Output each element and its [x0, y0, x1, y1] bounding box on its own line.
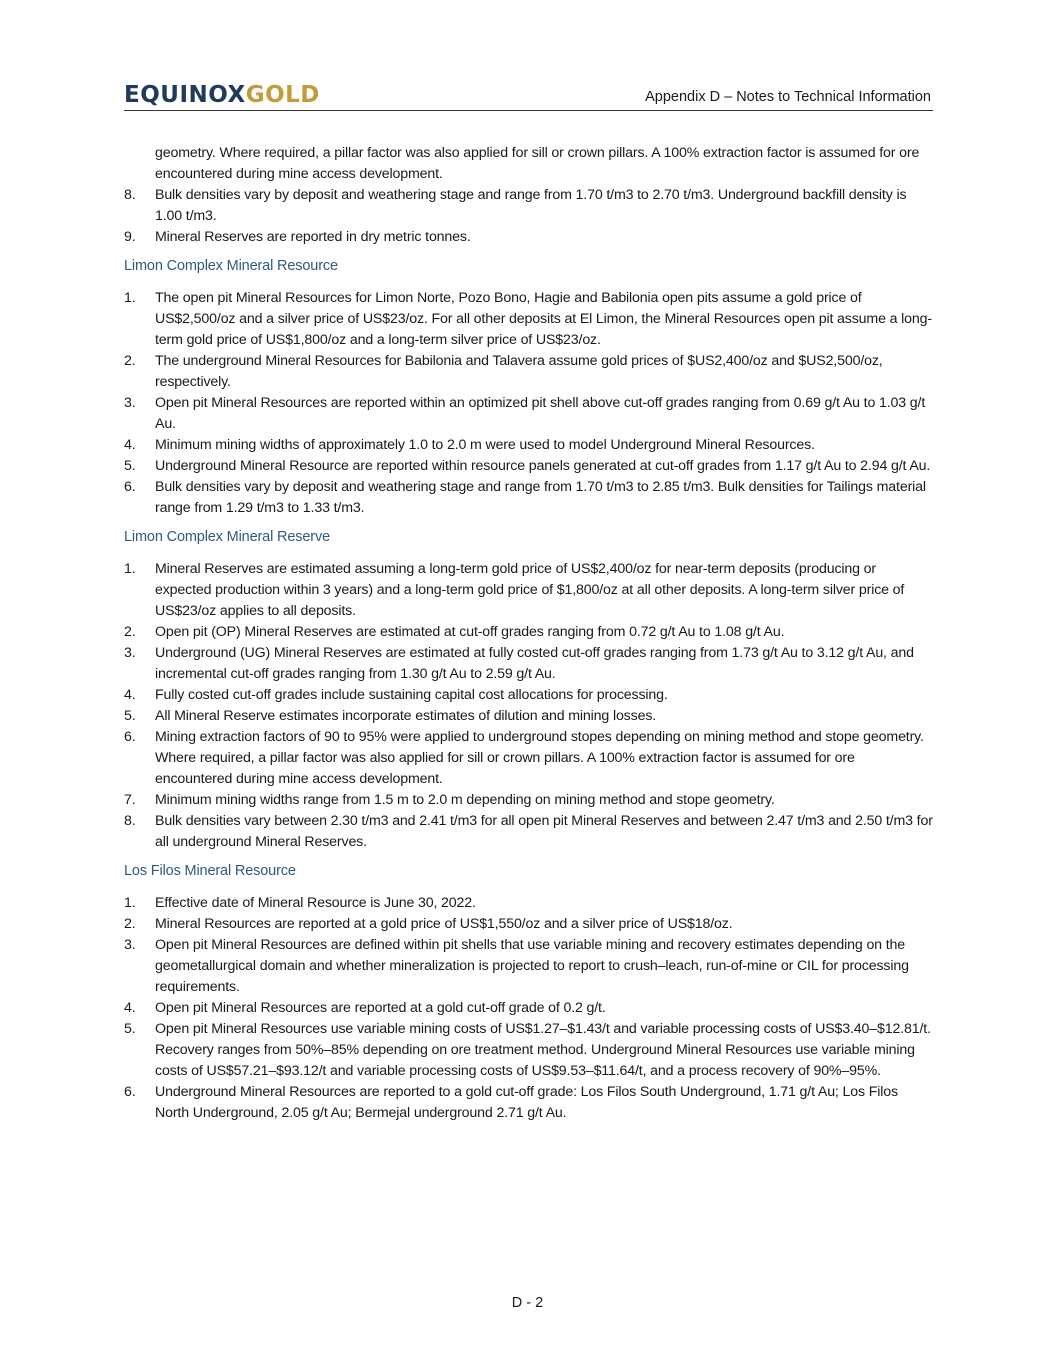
list-number: 6.	[124, 479, 136, 495]
list-item	[124, 685, 934, 706]
list-item	[124, 1082, 934, 1124]
list-text: All Mineral Reserve estimates incorporate estimates of dilution and mining losses.	[155, 708, 657, 724]
list-item	[124, 706, 934, 727]
list-item	[124, 811, 934, 853]
list-number: 1.	[124, 290, 136, 306]
list-item	[124, 935, 934, 998]
logo-text-gold: GOLD	[245, 82, 320, 108]
list-text: Mineral Reserves are reported in dry metric tonnes.	[155, 229, 471, 245]
list-number: 4.	[124, 687, 136, 703]
list-text: Bulk densities vary by deposit and weathering stage and range from 1.70 t/m3 to 2.85 t/m3. Bulk densities for Tailings material range from 1.29 t/m3 to 1.33 t/m3.	[155, 479, 926, 516]
list-text: Bulk densities vary between 2.30 t/m3 and 2.41 t/m3 for all open pit Mineral Reserves and between 2.47 t/m3 and 2.50 t/m3 for all underground Mineral Reserves.	[155, 813, 933, 850]
list-text: Open pit Mineral Resources are reported at a gold cut-off grade of 0.2 g/t.	[155, 1000, 606, 1016]
list-number: 3.	[124, 395, 136, 411]
list-text: Minimum mining widths range from 1.5 m to 2.0 m depending on mining method and stope geometry.	[155, 792, 775, 808]
list-number: 1.	[124, 895, 136, 911]
list-number: 7.	[124, 792, 136, 808]
list-number: 9.	[124, 229, 136, 245]
header-title: Appendix D – Notes to Technical Information	[645, 89, 931, 105]
list-text: Open pit Mineral Resources are defined within pit shells that use variable mining and recovery estimates depending on the geometallurgical domain and whether mineralization is projected to report to crush–leach, run-of-mine or CIL for processing requirements.	[155, 937, 909, 995]
list-number: 2.	[124, 624, 136, 640]
list-item	[124, 143, 934, 185]
list-item	[124, 456, 934, 477]
list-number: 3.	[124, 937, 136, 953]
list-text: Underground Mineral Resource are reported within resource panels generated at cut-off grades from 1.17 g/t Au to 2.94 g/t Au.	[155, 458, 931, 474]
list-number	[124, 143, 155, 185]
section-heading: Limon Complex Mineral Reserve	[124, 529, 330, 545]
list-number: 4.	[124, 1000, 136, 1016]
list-item	[124, 393, 934, 435]
list-item	[124, 622, 934, 643]
list-item	[124, 435, 934, 456]
list-number: 5.	[124, 458, 136, 474]
list-text: Mineral Resources are reported at a gold price of US$1,550/oz and a silver price of US$18/oz.	[155, 916, 733, 932]
list-text: geometry. Where required, a pillar factor was also applied for sill or crown pillars. A 100% extraction factor is assumed for ore encountered during mine access development.	[155, 145, 920, 182]
list-text: Open pit (OP) Mineral Reserves are estimated at cut-off grades ranging from 0.72 g/t Au to 1.08 g/t Au.	[155, 624, 785, 640]
list-number: 6.	[124, 1084, 136, 1100]
list-text: Fully costed cut-off grades include sustaining capital cost allocations for processing.	[155, 687, 668, 703]
list-text: The underground Mineral Resources for Babilonia and Talavera assume gold prices of $US2,400/oz and $US2,500/oz, respectively.	[155, 353, 883, 390]
page-number: D - 2	[511, 1295, 544, 1311]
list-item	[124, 185, 934, 227]
list-item	[124, 351, 934, 393]
list-item	[124, 914, 934, 935]
list-item	[124, 559, 934, 622]
list-text: Underground (UG) Mineral Reserves are estimated at fully costed cut-off grades ranging from 1.73 g/t Au to 3.12 g/t Au, and incremental cut-off grades ranging from 1.30 g/t Au to 2.59 g/t Au.	[155, 645, 914, 682]
list-text: Effective date of Mineral Resource is June 30, 2022.	[155, 895, 476, 911]
notes-section	[124, 256, 934, 519]
list-number: 2.	[124, 916, 136, 932]
notes-section	[124, 143, 934, 248]
list-text: Minimum mining widths of approximately 1.0 to 2.0 m were used to model Underground Mineral Resources.	[155, 437, 815, 453]
list-number: 6.	[124, 729, 136, 745]
list-text: Open pit Mineral Resources are reported within an optimized pit shell above cut-off grades ranging from 0.69 g/t Au to 1.03 g/t Au.	[155, 395, 926, 432]
list-item	[124, 998, 934, 1019]
equinox-gold-logo	[124, 82, 320, 108]
list-item	[124, 288, 934, 351]
list-number: 2.	[124, 353, 136, 369]
list-item	[124, 727, 934, 790]
list-number: 3.	[124, 645, 136, 661]
list-item	[124, 790, 934, 811]
section-heading: Los Filos Mineral Resource	[124, 863, 296, 879]
list-text: Open pit Mineral Resources use variable mining costs of US$1.27–$1.43/t and variable processing costs of US$3.40–$12.81/t. Recovery ranges from 50%–85% depending on ore treatment method. Underground Mineral Resources use variable mining costs of US$57.21–$93.12/t and variable processing costs of US$9.53–$11.64/t, and a process recovery of 90%–95%.	[155, 1021, 931, 1079]
list-text: Underground Mineral Resources are reported to a gold cut-off grade: Los Filos South Underground, 1.71 g/t Au; Los Filos North Underground, 2.05 g/t Au; Bermejal underground 2.71 g/t Au.	[155, 1084, 898, 1121]
list-number: 8.	[124, 187, 136, 203]
section-heading: Limon Complex Mineral Resource	[124, 258, 338, 274]
list-item	[124, 477, 934, 519]
list-number: 8.	[124, 813, 136, 829]
list-text: Mining extraction factors of 90 to 95% were applied to underground stopes depending on mining method and stope geometry. Where required, a pillar factor was also applied for sill or crown pillars. A 100% extraction factor is assumed for ore encountered during mine access development.	[155, 729, 924, 787]
notes-section	[124, 861, 934, 1124]
list-number: 4.	[124, 437, 136, 453]
list-number: 1.	[124, 561, 136, 577]
list-text: The open pit Mineral Resources for Limon Norte, Pozo Bono, Hagie and Babilonia open pits assume a gold price of US$2,500/oz and a silver price of US$23/oz. For all other deposits at El Limon, the Mineral Resources open pit assume a long-term gold price of US$1,800/oz and a long-term silver price of US$23/oz.	[155, 290, 932, 348]
list-item	[124, 1019, 934, 1082]
list-text: Mineral Reserves are estimated assuming a long-term gold price of US$2,400/oz for near-term deposits (producing or expected production within 3 years) and a long-term gold price of $1,800/oz at all other deposits. A long-term silver price of US$23/oz applies to all deposits.	[155, 561, 905, 619]
list-item	[124, 227, 934, 248]
list-number: 5.	[124, 708, 136, 724]
document-body	[124, 143, 934, 1124]
logo-text-equinox: EQUINOX	[124, 82, 246, 108]
page-header	[124, 84, 933, 111]
list-item	[124, 893, 934, 914]
list-text: Bulk densities vary by deposit and weathering stage and range from 1.70 t/m3 to 2.70 t/m3. Underground backfill density is 1.00 t/m3.	[155, 187, 907, 224]
notes-section	[124, 527, 934, 853]
list-item	[124, 643, 934, 685]
list-number: 5.	[124, 1021, 136, 1037]
